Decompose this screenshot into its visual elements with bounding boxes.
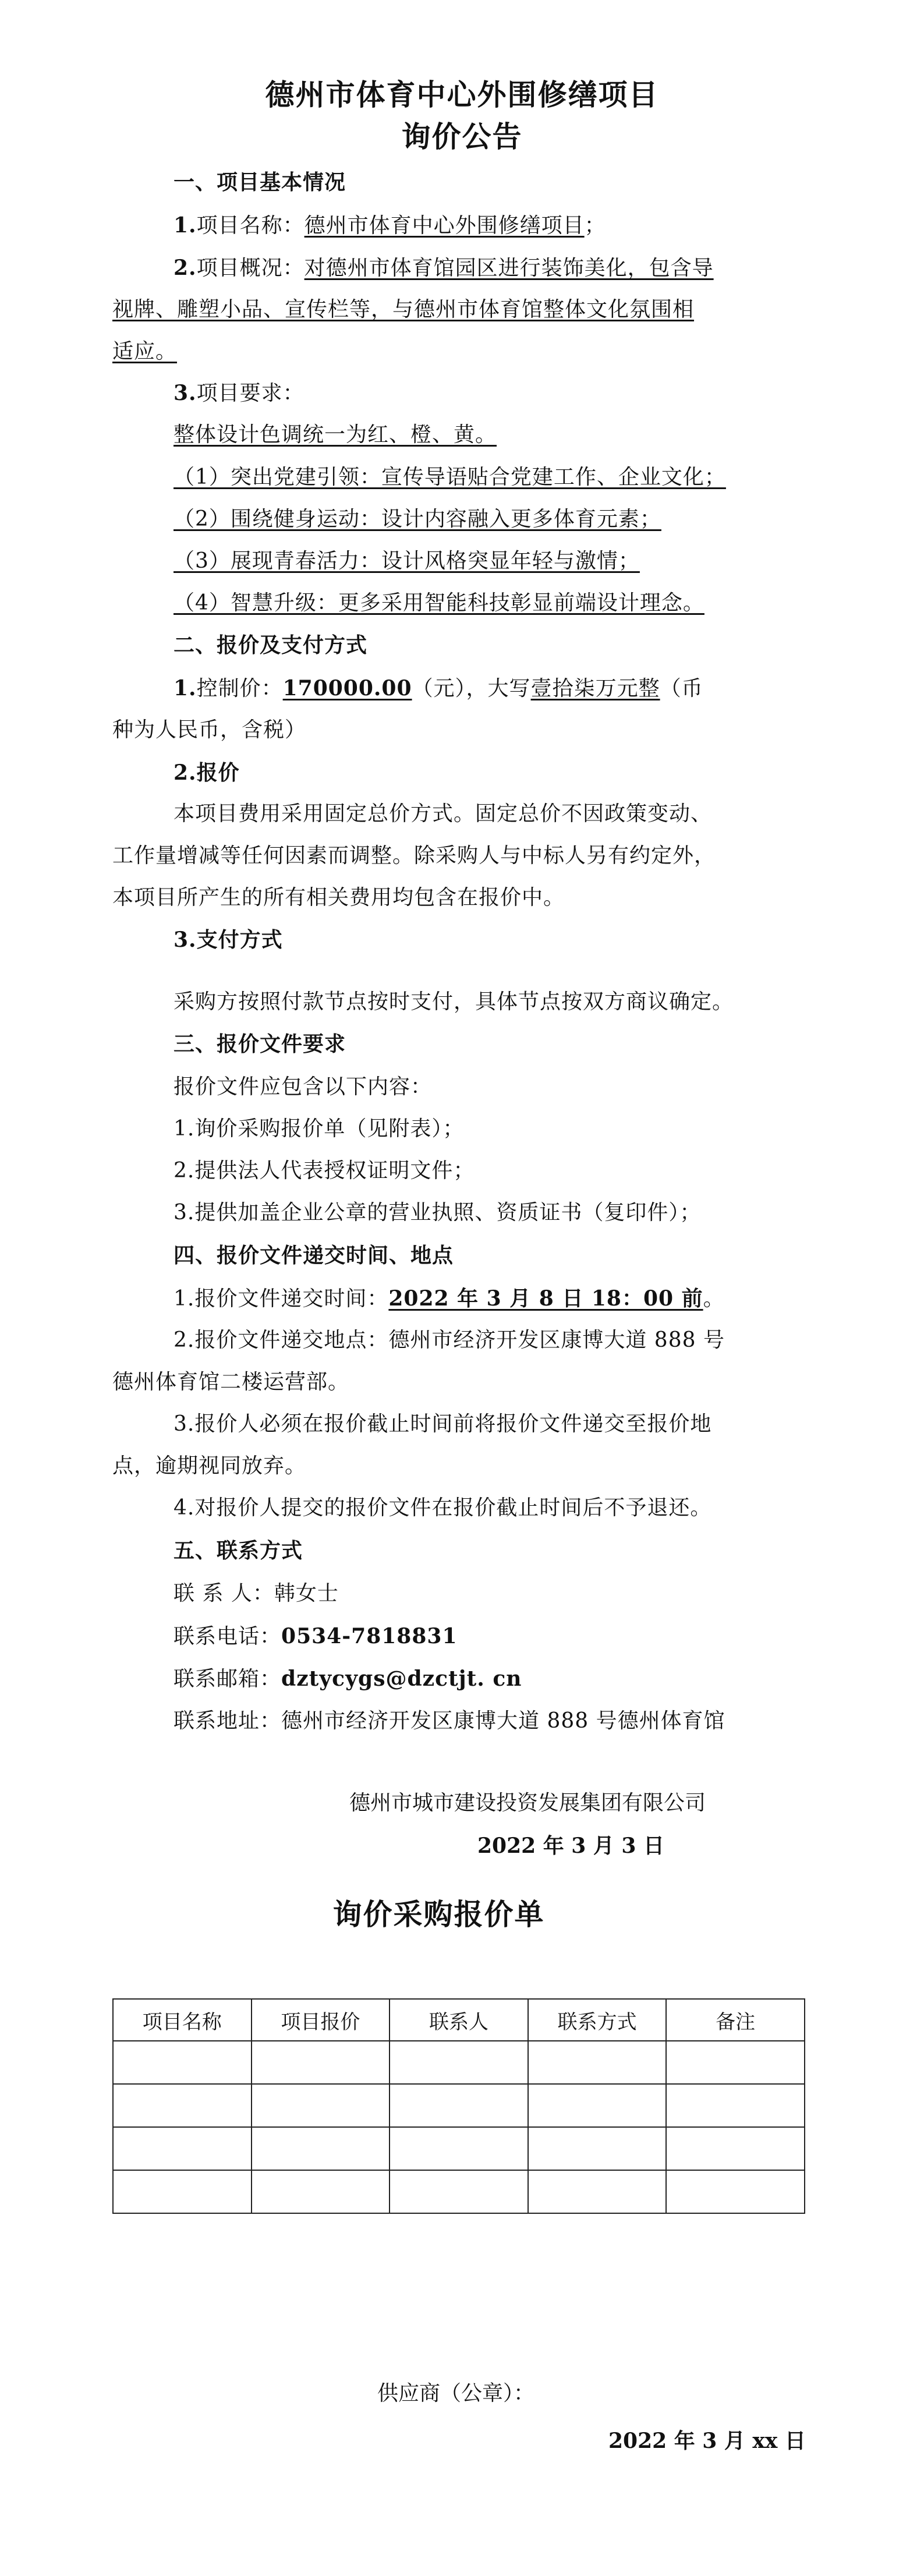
contact-person: 联 系 人：韩女士 — [174, 1581, 339, 1605]
deadline-text-2: 点，逾期视同放弃。 — [112, 1454, 307, 1478]
quote-text-3: 本项目所产生的所有相关费用均包含在报价中。 — [112, 886, 565, 910]
contact-phone: 0534-7818831 — [281, 1624, 458, 1648]
table-cell[interactable] — [390, 2170, 528, 2213]
table-row — [113, 2127, 805, 2170]
docs-intro: 报价文件应包含以下内容： — [174, 1075, 433, 1099]
quote-table — [112, 1998, 805, 2214]
table-cell[interactable] — [252, 2170, 390, 2213]
no-return-text: 4.对报价人提交的报价文件在报价截止时间后不予退还。 — [174, 1496, 712, 1520]
docs-item: 3.提供加盖企业公章的营业执照、资质证书（复印件）； — [174, 1201, 702, 1225]
project-name-index: 1. — [174, 213, 197, 238]
contact-email: dztycygs@dzctjt. cn — [281, 1666, 522, 1691]
table-header-row — [113, 1999, 805, 2041]
col-header-contact-method: 联系方式 — [528, 1999, 667, 2041]
price-end: （币 — [660, 677, 703, 700]
requirement-item: （4）智慧升级：更多采用智能科技彰显前端设计理念。 — [174, 591, 704, 615]
payment-heading: 3.支付方式 — [174, 928, 283, 952]
price-index: 1. — [174, 676, 197, 700]
contact-email-line — [174, 1665, 522, 1693]
section3-heading: 三、报价文件要求 — [174, 1032, 346, 1056]
table-row — [113, 2170, 805, 2213]
doc-title: 德州市体育中心外围修缮项目 — [265, 78, 659, 112]
overview-text-3: 适应。 — [112, 339, 178, 363]
project-name-label: 项目名称： — [196, 214, 305, 238]
project-name-value: 德州市体育中心外围修缮项目 — [304, 214, 585, 238]
issue-date: 2022 年 3 月 3 日 — [477, 1834, 664, 1858]
table-cell[interactable] — [113, 2127, 252, 2170]
table-cell[interactable] — [390, 2041, 528, 2084]
requirement-item: （1）突出党建引领：宣传导语贴合党建工作、企业文化； — [174, 465, 726, 489]
table-cell[interactable] — [113, 2041, 252, 2084]
payment-text: 采购方按照付款节点按时支付，具体节点按双方商议确定。 — [174, 990, 734, 1014]
table-cell[interactable] — [252, 2127, 390, 2170]
quote-form-title: 询价采购报价单 — [332, 1898, 545, 1931]
table-cell[interactable] — [528, 2127, 667, 2170]
section4-heading: 四、报价文件递交时间、地点 — [174, 1244, 454, 1268]
table-cell[interactable] — [113, 2170, 252, 2213]
section5-heading: 五、联系方式 — [174, 1539, 303, 1563]
docs-item: 1.询价采购报价单（见附表）； — [174, 1117, 465, 1141]
table-cell[interactable] — [252, 2084, 390, 2127]
submit-time-label: 1.报价文件递交时间： — [174, 1287, 389, 1311]
contact-phone-line — [174, 1622, 458, 1651]
price-upper: 壹拾柒万元整 — [530, 677, 660, 700]
table-cell[interactable] — [252, 2041, 390, 2084]
submit-place-1: 2.报价文件递交地点：德州市经济开发区康博大道 888 号 — [174, 1328, 725, 1352]
quote-text-2: 工作量增减等任何因素而调整。除采购人与中标人另有约定外， — [112, 844, 716, 868]
table-cell[interactable] — [390, 2127, 528, 2170]
price-currency-note: 种为人民币，含税） — [112, 718, 307, 742]
overview-index: 2. — [174, 256, 197, 280]
submit-time-line — [174, 1285, 725, 1313]
project-requirements-line — [174, 379, 305, 408]
col-header-project-name: 项目名称 — [113, 1999, 252, 2041]
quote-text-1: 本项目费用采用固定总价方式。固定总价不因政策变动、 — [174, 802, 713, 826]
contact-email-label: 联系邮箱： — [174, 1667, 282, 1691]
price-label: 控制价： — [196, 677, 283, 700]
col-header-remarks: 备注 — [666, 1999, 805, 2041]
requirements-index: 3. — [174, 381, 197, 405]
requirements-label: 项目要求： — [196, 381, 305, 405]
overview-text-2: 视牌、雕塑小品、宣传栏等，与德州市体育馆整体文化氛围相 — [112, 298, 695, 321]
requirement-item: （3）展现青春活力：设计风格突显年轻与激情； — [174, 549, 640, 573]
supplier-seal-label: 供应商（公章）： — [377, 2382, 535, 2405]
overview-text-1: 对德州市体育馆园区进行装饰美化，包含导 — [304, 256, 714, 280]
deadline-text-1: 3.报价人必须在报价截止时间前将报价文件递交至报价地 — [174, 1412, 712, 1436]
table-cell[interactable] — [113, 2084, 252, 2127]
table-cell[interactable] — [528, 2084, 667, 2127]
table-cell[interactable] — [666, 2084, 805, 2127]
table-row — [113, 2041, 805, 2084]
price-mid: （元），大写 — [412, 677, 531, 700]
quote-heading: 2.报价 — [174, 760, 240, 785]
issuer-company: 德州市城市建设投资发展集团有限公司 — [349, 1791, 706, 1815]
price-value: 170000.00 — [282, 676, 412, 700]
contact-phone-label: 联系电话： — [174, 1625, 282, 1648]
section1-heading: 一、项目基本情况 — [174, 171, 346, 194]
submit-place-2: 德州体育馆二楼运营部。 — [112, 1370, 350, 1394]
requirement-item: （2）围绕健身运动：设计内容融入更多体育元素； — [174, 507, 661, 531]
submit-time-value: 2022 年 3 月 8 日 18：00 前 — [388, 1286, 703, 1311]
requirements-color: 整体设计色调统一为红、橙、黄。 — [174, 423, 497, 447]
overview-label: 项目概况： — [196, 256, 305, 280]
section2-heading: 二、报价及支付方式 — [174, 634, 368, 657]
table-row — [113, 2084, 805, 2127]
col-header-contact-person: 联系人 — [390, 1999, 528, 2041]
project-name-line — [174, 211, 606, 240]
project-overview-line — [174, 254, 714, 282]
submit-time-end: 。 — [703, 1287, 725, 1311]
contact-address: 联系地址：德州市经济开发区康博大道 888 号德州体育馆 — [174, 1709, 725, 1733]
form-footer-date: 2022 年 3 月 xx 日 — [608, 2429, 806, 2453]
project-name-end: ； — [584, 214, 606, 238]
docs-item: 2.提供法人代表授权证明文件； — [174, 1159, 475, 1183]
table-cell[interactable] — [666, 2127, 805, 2170]
doc-subtitle: 询价公告 — [401, 120, 523, 154]
table-cell[interactable] — [528, 2170, 667, 2213]
table-cell[interactable] — [390, 2084, 528, 2127]
table-cell[interactable] — [666, 2041, 805, 2084]
table-cell[interactable] — [528, 2041, 667, 2084]
table-cell[interactable] — [666, 2170, 805, 2213]
control-price-line — [174, 674, 703, 703]
col-header-project-price: 项目报价 — [252, 1999, 390, 2041]
